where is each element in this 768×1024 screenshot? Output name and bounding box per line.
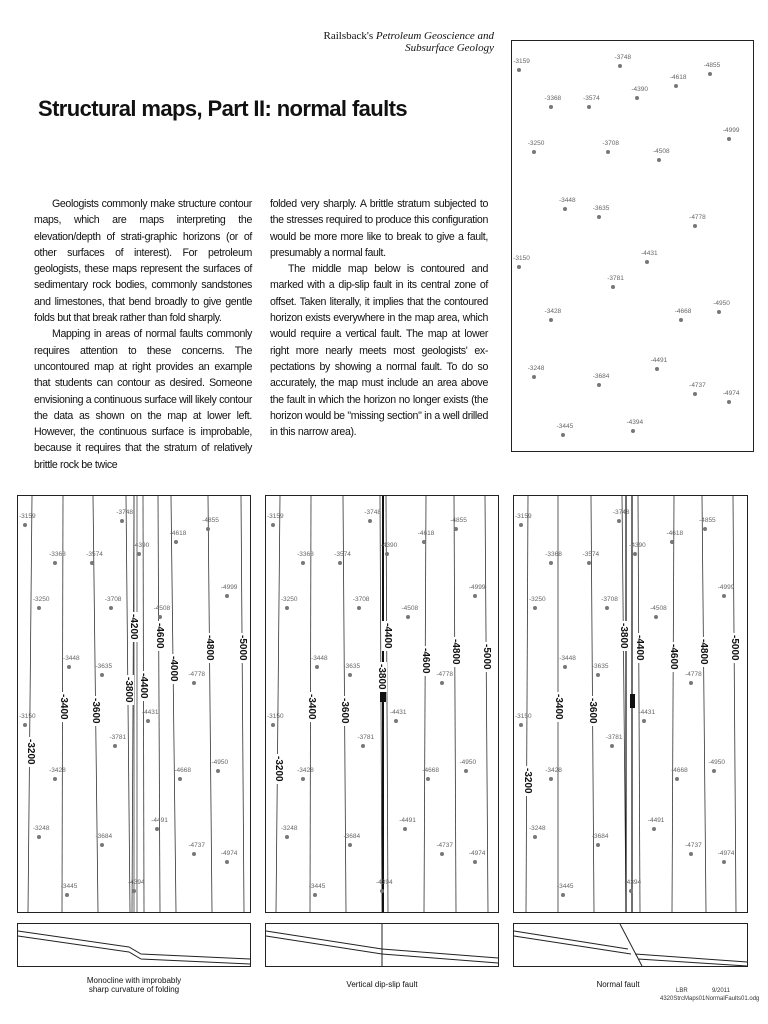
contour-label: -3800: [375, 664, 387, 690]
well-dot: [587, 105, 591, 109]
contour-label: -4400: [138, 672, 150, 699]
well-depth-label: -4491: [151, 816, 168, 824]
contour-line: [386, 496, 388, 912]
well-depth-label: -4950: [211, 758, 229, 766]
well-depth-label: -3445: [60, 883, 78, 891]
well-depth-label: -4855: [202, 517, 219, 525]
contour-label: -4600: [153, 622, 165, 649]
well-dot: [100, 673, 104, 677]
well-depth-label: -4394: [376, 879, 393, 887]
well-dot: [53, 777, 57, 781]
well-depth-label: -4778: [436, 671, 453, 679]
well-dot: [315, 665, 319, 669]
contour-label: -3600: [339, 697, 351, 724]
well-depth-label: -4778: [685, 671, 702, 679]
well-depth-label: -4950: [459, 758, 477, 766]
well-depth-label: -4668: [674, 307, 692, 315]
well-dot: [225, 594, 229, 598]
well-depth-label: -4491: [647, 816, 665, 824]
text-column-left: [34, 196, 252, 473]
contour-label: -5000: [481, 643, 493, 670]
well-depth-label: -3684: [95, 833, 113, 841]
well-dot: [174, 540, 178, 544]
well-depth-label: -3684: [591, 833, 609, 841]
well-depth-label: -3574: [582, 550, 600, 558]
well-depth-label: -3708: [601, 596, 618, 604]
well-depth-label: -3428: [297, 766, 314, 774]
well-depth-label: -3250: [280, 596, 298, 604]
well-depth-label: -4390: [132, 542, 150, 550]
contour-lines: [18, 496, 250, 912]
well-depth-label: -3748: [364, 508, 382, 516]
contour-line: [208, 496, 212, 912]
map-normal-fault: [513, 495, 748, 913]
well-dot: [158, 615, 162, 619]
well-depth-label: -3368: [297, 550, 314, 558]
contour-label: -3800: [122, 676, 134, 703]
contour-line: [424, 496, 426, 912]
contour-label: -3400: [305, 693, 317, 720]
map-monocline: [17, 495, 251, 913]
well-dot: [519, 723, 523, 727]
well-dot: [517, 265, 521, 269]
contour-label: -3200: [272, 755, 284, 782]
caption-normal-fault: Normal fault: [596, 980, 640, 989]
well-dot: [137, 552, 141, 556]
well-depth-label: -4508: [153, 604, 171, 612]
contour-label: -5000: [236, 635, 248, 661]
well-depth-label: -4737: [689, 381, 706, 389]
well-dot: [473, 594, 477, 598]
well-depth-label: -3159: [513, 57, 530, 65]
well-dot: [561, 433, 565, 437]
contour-line: [241, 496, 244, 912]
well-depth-label: -3150: [513, 254, 530, 262]
well-dot: [679, 318, 683, 322]
well-depth-label: -3574: [583, 94, 600, 102]
well-dot: [406, 615, 410, 619]
well-depth-label: -3159: [18, 513, 36, 521]
contour-label: -3400: [57, 693, 69, 720]
well-depth-label: -4737: [436, 841, 453, 849]
contour-line: [171, 496, 176, 912]
fault-tick: [630, 694, 635, 708]
well-depth-label: -3708: [602, 139, 620, 147]
footer-filename: 4320StrcMaps01NormalFaults01.odg: [660, 996, 760, 1002]
well-dot: [689, 852, 693, 856]
contour-label: -4400: [633, 635, 645, 661]
well-dot: [596, 673, 600, 677]
well-depth-label: -4974: [717, 850, 735, 858]
contour-lines: [514, 496, 747, 912]
well-depth-label: -3781: [607, 275, 624, 282]
paragraph-mapping: Mapping in areas of normal faults commonly requires attention to these concerns. The uncontoured map at right provides an example that students can contour as desired. Someone envisioning a continuous surface will likely contour the data as shown on the map at lower left. However, the continuous surface is improbable, because it requires that the stratum of relatively brittle rock be twice: [34, 328, 252, 471]
well-depth-label: -3248: [527, 365, 545, 373]
well-depth-label: -4394: [128, 879, 145, 887]
well-dot: [394, 719, 398, 723]
well-depth-label: -4999: [722, 127, 740, 135]
well-depth-label: -3445: [556, 883, 574, 891]
well-depth-label: -4491: [399, 816, 416, 824]
well-dot: [727, 137, 731, 141]
well-depth-label: -4855: [699, 517, 716, 525]
well-depth-label: -4508: [650, 604, 667, 612]
contour-label: -3200: [521, 768, 533, 794]
well-depth-label: -3150: [18, 712, 36, 720]
well-depth-label: -3368: [544, 94, 562, 102]
well-depth-label: -3448: [311, 654, 328, 662]
well-dot: [611, 285, 615, 289]
cross-section-monocline: [17, 923, 251, 967]
well-dot: [549, 561, 553, 565]
contour-label: -4600: [420, 647, 432, 674]
well-depth-label: -4618: [417, 529, 435, 537]
well-depth-label: -3748: [614, 53, 632, 61]
footer-date: 9/2011: [712, 988, 730, 994]
well-dot: [338, 561, 342, 565]
contour-line: [454, 496, 456, 912]
well-dot: [635, 96, 639, 100]
well-depth-label: -3635: [95, 662, 113, 670]
contour-label: -4600: [668, 643, 680, 670]
contour-line: [143, 496, 144, 912]
well-dot: [618, 64, 622, 68]
contour-line: [526, 496, 528, 912]
well-depth-label: -4950: [708, 758, 725, 766]
well-depth-label: -3781: [605, 733, 623, 741]
caption-vertical-fault: Vertical dip-slip fault: [346, 980, 418, 989]
well-dot: [652, 827, 656, 831]
well-dot: [403, 827, 407, 831]
well-depth-label: -3428: [49, 766, 66, 774]
well-depth-label: -3250: [527, 139, 545, 147]
well-depth-label: -4394: [626, 418, 644, 426]
well-depth-label: -4974: [468, 850, 486, 858]
well-depth-label: -3708: [352, 596, 370, 604]
well-depth-label: -4390: [380, 542, 398, 550]
contour-line: [28, 496, 32, 912]
well-depth-label: -3428: [545, 766, 562, 774]
well-dot: [67, 665, 71, 669]
well-depth-label: -4618: [169, 529, 187, 537]
well-depth-label: -4618: [669, 74, 687, 82]
well-dot: [708, 72, 712, 76]
well-dot: [348, 673, 352, 677]
contour-label: -4200: [128, 614, 140, 641]
well-dot: [532, 375, 536, 379]
well-dot: [549, 318, 553, 322]
well-depth-label: -4431: [640, 250, 658, 258]
well-depth-label: -3684: [343, 833, 361, 841]
well-depth-label: -3708: [104, 596, 122, 604]
contour-label: -4800: [698, 639, 710, 666]
well-dot: [717, 310, 721, 314]
well-depth-label: -4668: [174, 766, 192, 774]
well-dot: [712, 769, 716, 773]
well-depth-label: -4950: [713, 299, 730, 307]
well-depth-label: -3248: [32, 825, 50, 833]
map-vertical-fault: [265, 495, 499, 913]
well-dot: [37, 835, 41, 839]
cross-section-normal-fault: [513, 923, 748, 967]
header-author: Railsback's: [323, 30, 374, 42]
well-dot: [549, 105, 553, 109]
well-dot: [301, 561, 305, 565]
well-depth-label: -3368: [49, 550, 66, 558]
well-dot: [225, 860, 229, 864]
well-depth-label: -4491: [650, 357, 668, 364]
contour-label: -3200: [24, 739, 36, 765]
well-depth-label: -4999: [468, 583, 486, 591]
contour-line: [380, 496, 382, 912]
contour-label: -4400: [381, 622, 393, 649]
well-dot: [532, 150, 536, 154]
well-depth-label: -3159: [266, 513, 284, 521]
well-dot: [473, 860, 477, 864]
well-depth-label: -3445: [308, 883, 326, 891]
well-depth-label: -3448: [559, 197, 576, 205]
well-depth-label: -3250: [32, 596, 50, 604]
well-dot: [146, 719, 150, 723]
well-dot: [23, 723, 27, 727]
well-depth-label: -3448: [559, 654, 576, 662]
well-depth-label: -3248: [528, 825, 546, 833]
well-depth-label: -3150: [514, 712, 532, 720]
well-depth-label: -3684: [592, 373, 610, 381]
well-depth-label: -4855: [703, 61, 721, 69]
well-dot: [53, 561, 57, 565]
well-depth-label: -3574: [334, 550, 351, 558]
well-dot: [597, 215, 601, 219]
well-dot: [693, 392, 697, 396]
contour-line: [672, 496, 674, 912]
well-depth-label: -4999: [717, 583, 735, 591]
page-header: [280, 30, 494, 54]
text-column-right: [270, 196, 488, 440]
well-depth-label: -4668: [422, 766, 440, 774]
well-depth-label: -3574: [86, 550, 103, 558]
contour-label: -3400: [553, 693, 564, 720]
well-depth-label: -4737: [685, 841, 702, 849]
well-dot: [631, 429, 635, 433]
well-depth-label: -4390: [631, 86, 648, 94]
contour-label: -3600: [587, 697, 599, 724]
contour-label: -4000: [167, 656, 179, 682]
cross-section-frame: [18, 924, 251, 967]
well-dot: [654, 615, 658, 619]
well-depth-label: -3781: [357, 733, 375, 741]
contour-line: [702, 496, 706, 912]
well-dot: [693, 224, 697, 228]
well-depth-label: -4431: [638, 708, 656, 716]
well-depth-label: -4999: [220, 583, 238, 591]
well-dot: [722, 594, 726, 598]
caption-monocline: Monocline with improbably sharp curvature of folding: [86, 976, 182, 994]
well-depth-label: -4618: [666, 529, 684, 537]
well-dot: [422, 540, 426, 544]
well-depth-label: -3445: [556, 422, 574, 430]
well-depth-label: -4778: [689, 213, 706, 221]
well-depth-label: -4390: [629, 542, 646, 550]
contour-label: -4800: [449, 639, 461, 666]
well-dot: [657, 158, 661, 162]
well-dot: [606, 150, 610, 154]
well-depth-label: -3448: [63, 654, 80, 662]
well-depth-label: -4737: [188, 841, 205, 849]
paragraph-intro: Geologists commonly make structure contour maps, which are maps interpreting the elevation/depth of strati-graphic horizons (or of other surfaces of interest). For petroleum geologists, these maps represent the surfaces of sedimentary rock bodies, commonly sandstones and limestones, that bend broadly to give gentle folds but that break rather than fold sharply.: [34, 198, 252, 325]
well-dot: [563, 665, 567, 669]
well-depth-label: -3635: [592, 205, 610, 213]
contour-label: -5000: [728, 635, 740, 661]
well-dot: [629, 889, 633, 893]
paragraph-middle-map: The middle map below is contoured and marked with a dip-slip fault in its central zone of offset. Taken literally, it implies that the contoured horizon exists everywhere in the map area, which would require a vertical fault. The map at lower right more nearly meets most geologists' ex-pectations by showing a normal fault. To do so accurately, the map must include an area above the fault in which the horizon no longer exists (the horizon would be "missing section" in a well drilled in this narrow area).: [270, 263, 488, 439]
well-depth-label: -4974: [220, 850, 238, 858]
well-depth-label: -4394: [624, 879, 642, 887]
well-dot: [155, 827, 159, 831]
well-depth-label: -4508: [401, 604, 419, 612]
contour-label: -3800: [618, 622, 630, 649]
well-depth-label: -3150: [266, 712, 284, 720]
contour-label: -4800: [204, 635, 216, 661]
well-dot: [727, 400, 731, 404]
well-depth-label: -4668: [671, 766, 688, 774]
well-dot: [675, 777, 679, 781]
well-depth-label: -3781: [109, 733, 127, 741]
well-dot: [655, 367, 659, 371]
contour-line: [638, 496, 640, 912]
well-dot: [722, 860, 726, 864]
well-depth-label: -4508: [653, 147, 670, 155]
well-dot: [610, 744, 614, 748]
header-book-title: Petroleum Geoscience and Subsurface Geology: [375, 30, 494, 54]
uncontoured-map: [511, 40, 754, 452]
well-dot: [285, 835, 289, 839]
footer-initials: LBR: [676, 988, 688, 994]
well-depth-label: -4431: [389, 708, 407, 716]
well-depth-label: -3748: [116, 508, 134, 516]
well-dot: [385, 552, 389, 556]
well-depth-label: -3748: [612, 508, 630, 516]
well-depth-label: -3248: [280, 825, 298, 833]
well-dot: [517, 68, 521, 72]
well-dot: [464, 769, 468, 773]
page-title: Structural maps, Part II: normal faults: [38, 96, 408, 121]
paragraph-brittle: folded very sharply. A brittle stratum subjected to the stresses required to produce this configuration would be more more like to break to give a fault, presumably a normal fault.: [270, 198, 488, 259]
well-dot: [597, 383, 601, 387]
contour-line: [158, 496, 160, 912]
well-depth-label: -3635: [591, 662, 609, 670]
contour-lines: [266, 496, 498, 912]
well-depth-label: -3635: [343, 662, 361, 670]
well-depth-label: -3159: [514, 513, 532, 521]
well-dot: [301, 777, 305, 781]
well-depth-label: -3250: [528, 596, 546, 604]
well-depth-label: -4974: [722, 389, 740, 397]
well-dot: [587, 561, 591, 565]
well-dot: [674, 84, 678, 88]
well-depth-label: -4778: [188, 671, 205, 679]
well-dot: [563, 207, 567, 211]
contour-line: [276, 496, 280, 912]
cross-section-vertical-fault: [265, 923, 499, 967]
well-dot: [617, 519, 621, 523]
well-dot: [216, 769, 220, 773]
well-dot: [90, 561, 94, 565]
well-depth-label: -3368: [545, 550, 562, 558]
well-depth-label: -4431: [141, 708, 159, 716]
contour-line: [485, 496, 488, 912]
well-dot: [645, 260, 649, 264]
contour-label: -3600: [90, 697, 102, 724]
well-dot: [271, 723, 275, 727]
well-depth-label: -3428: [544, 307, 562, 315]
well-depth-label: -4855: [450, 517, 467, 525]
